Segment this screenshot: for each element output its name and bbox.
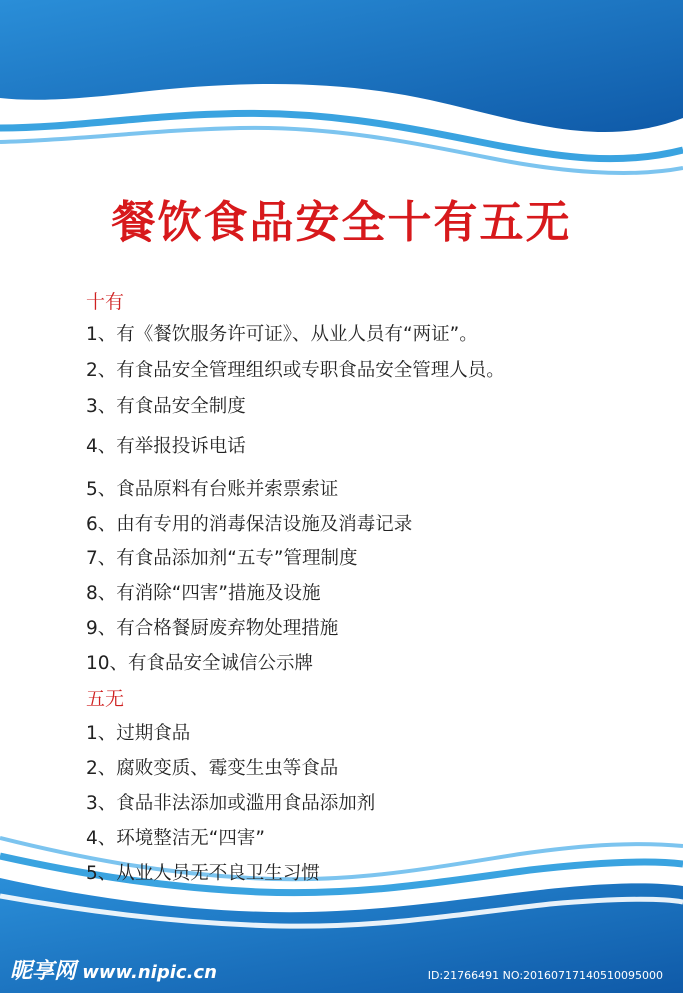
- five-none-item-1: 1、过期食品: [86, 723, 191, 744]
- page-title: 餐饮食品安全十有五无: [111, 197, 572, 248]
- watermark-url: www.nipic.cn: [82, 962, 217, 983]
- ten-have-item-8: 8、有消除“四害”措施及设施: [86, 583, 321, 604]
- five-none-item-5: 5、从业人员无不良卫生习惯: [86, 863, 320, 884]
- five-none-item-4: 4、环境整洁无“四害”: [86, 828, 265, 849]
- ten-have-item-2: 2、有食品安全管理组织或专职食品安全管理人员。: [86, 360, 505, 381]
- ten-have-item-10: 10、有食品安全诚信公示牌: [86, 653, 314, 674]
- watermark: [10, 954, 217, 985]
- ten-have-item-3: 3、有食品安全制度: [86, 396, 246, 417]
- ten-have-item-7: 7、有食品添加剂“五专”管理制度: [86, 548, 358, 569]
- five-none-item-2: 2、腐败变质、霉变生虫等食品: [86, 758, 339, 779]
- ten-have-item-6: 6、由有专用的消毒保洁设施及消毒记录: [86, 514, 413, 535]
- watermark-brand: 昵享网: [10, 959, 77, 984]
- top-wave-banner: [0, 0, 683, 210]
- five-none-heading: 五无: [86, 688, 125, 710]
- image-meta: ID:21766491 NO:20160717140510095000: [427, 969, 663, 982]
- ten-have-item-1: 1、有《餐饮服务许可证》、从业人员有“两证”。: [86, 324, 478, 345]
- ten-have-item-5: 5、食品原料有台账并索票索证: [86, 479, 339, 500]
- ten-have-item-9: 9、有合格餐厨废弃物处理措施: [86, 618, 339, 639]
- ten-have-item-4: 4、有举报投诉电话: [86, 436, 246, 457]
- five-none-item-3: 3、食品非法添加或滥用食品添加剂: [86, 793, 376, 814]
- ten-have-heading: 十有: [86, 291, 125, 313]
